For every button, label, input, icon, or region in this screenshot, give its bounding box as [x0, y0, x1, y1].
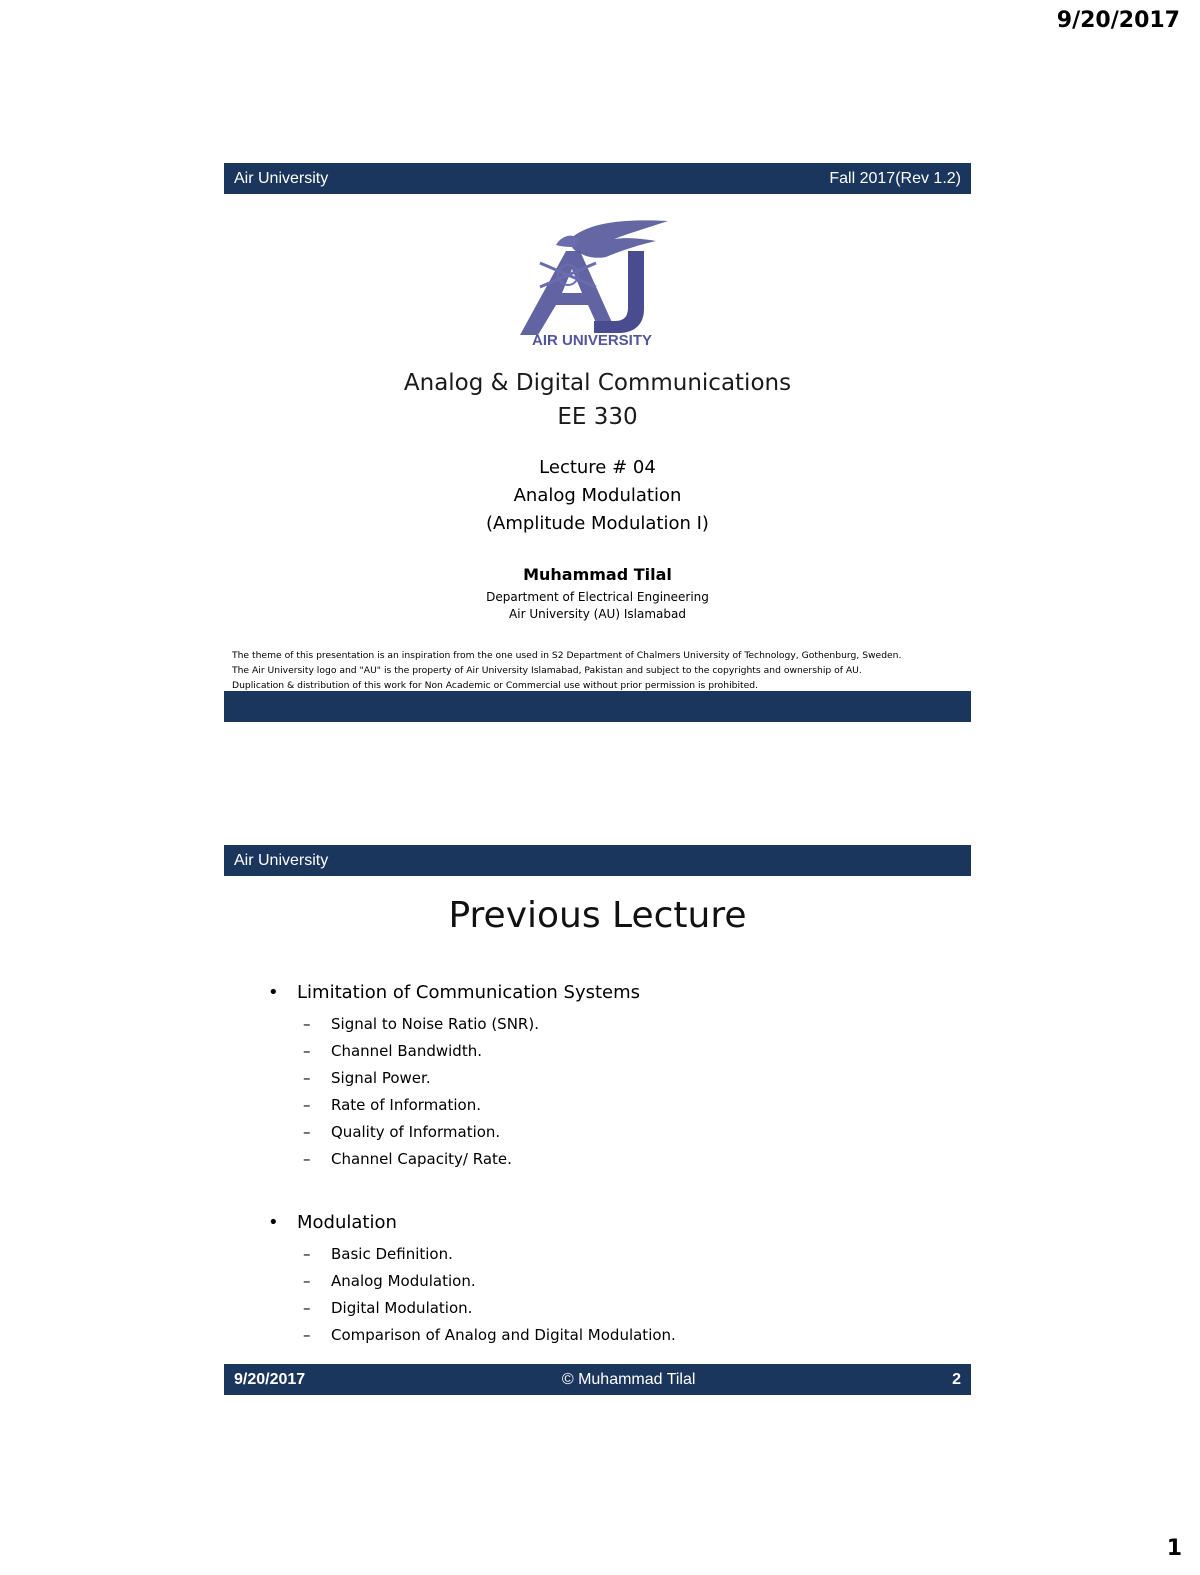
sub-bullet-item: – Channel Bandwidth.	[303, 1038, 971, 1065]
slide-header-bar	[224, 845, 971, 876]
slide-previous-lecture	[224, 845, 971, 1395]
eagle-head-shape	[556, 236, 580, 247]
sub-bullet-item: – Analog Modulation.	[303, 1268, 971, 1295]
lecture-number: Lecture # 04	[539, 457, 656, 478]
sub-bullet-item: – Signal Power.	[303, 1065, 971, 1092]
air-university-logo	[510, 217, 670, 349]
footer-date: 9/20/2017	[234, 1370, 306, 1388]
slide-footer-bar	[224, 691, 971, 722]
sub-bullet-item: – Signal to Noise Ratio (SNR).	[303, 1011, 971, 1038]
notice-line: The Air University logo and "AU" is the property of Air University Islamabad, Pakistan and subject to the copyrights and ownership of AU.	[232, 665, 862, 676]
lecture-topic: Analog Modulation	[513, 485, 682, 506]
page-date: 9/20/2017	[1056, 8, 1180, 33]
sub-bullet-list	[297, 1011, 971, 1173]
header-institution: Air University	[234, 169, 329, 187]
sub-bullet-item: – Basic Definition.	[303, 1241, 971, 1268]
slide-header-bar	[224, 163, 971, 194]
slide-title: Previous Lecture	[448, 895, 747, 936]
sub-bullet-item: – Channel Capacity/ Rate.	[303, 1146, 971, 1173]
logo-wordmark: AIR UNIVERSITY	[531, 332, 653, 349]
course-title-block	[224, 366, 971, 434]
sub-bullet-item: – Comparison of Analog and Digital Modulation.	[303, 1322, 971, 1349]
copyright-notice	[232, 648, 965, 693]
author-department: Department of Electrical Engineering	[486, 590, 709, 604]
sub-bullet-item: – Digital Modulation.	[303, 1295, 971, 1322]
sub-bullet-item: – Quality of Information.	[303, 1119, 971, 1146]
header-semester: Fall 2017(Rev 1.2)	[829, 169, 961, 187]
bullet-label: Modulation	[297, 1212, 397, 1233]
notice-line: Duplication & distribution of this work for Non Academic or Commercial use without prior permission is prohibited.	[232, 680, 759, 691]
author-affiliation	[224, 589, 971, 623]
author-institution: Air University (AU) Islamabad	[509, 607, 686, 621]
header-institution: Air University	[234, 851, 329, 869]
footer-page-number: 2	[952, 1370, 961, 1388]
slide-title	[224, 163, 971, 722]
lecture-block	[224, 454, 971, 538]
bullet-list	[268, 981, 971, 1349]
bullet-item	[268, 1211, 971, 1349]
notice-line: The theme of this presentation is an inspiration from the one used in S2 Department of Chalmers University of Technology, Gothenburg, Sweden.	[232, 650, 902, 661]
bullet-item	[268, 981, 971, 1173]
sub-bullet-list	[297, 1241, 971, 1349]
bullet-label: Limitation of Communication Systems	[297, 982, 641, 1003]
lecture-subtopic: (Amplitude Modulation I)	[486, 513, 709, 534]
footer-copyright: © Muhammad Tilal	[561, 1370, 696, 1388]
course-title: Analog & Digital Communications	[403, 370, 792, 396]
slide-footer-bar	[224, 1364, 971, 1395]
course-code: EE 330	[557, 404, 638, 430]
author-name: Muhammad Tilal	[523, 565, 672, 584]
page-number: 1	[1166, 1536, 1182, 1561]
sub-bullet-item: – Rate of Information.	[303, 1092, 971, 1119]
eagle-wing-shape	[570, 220, 668, 257]
